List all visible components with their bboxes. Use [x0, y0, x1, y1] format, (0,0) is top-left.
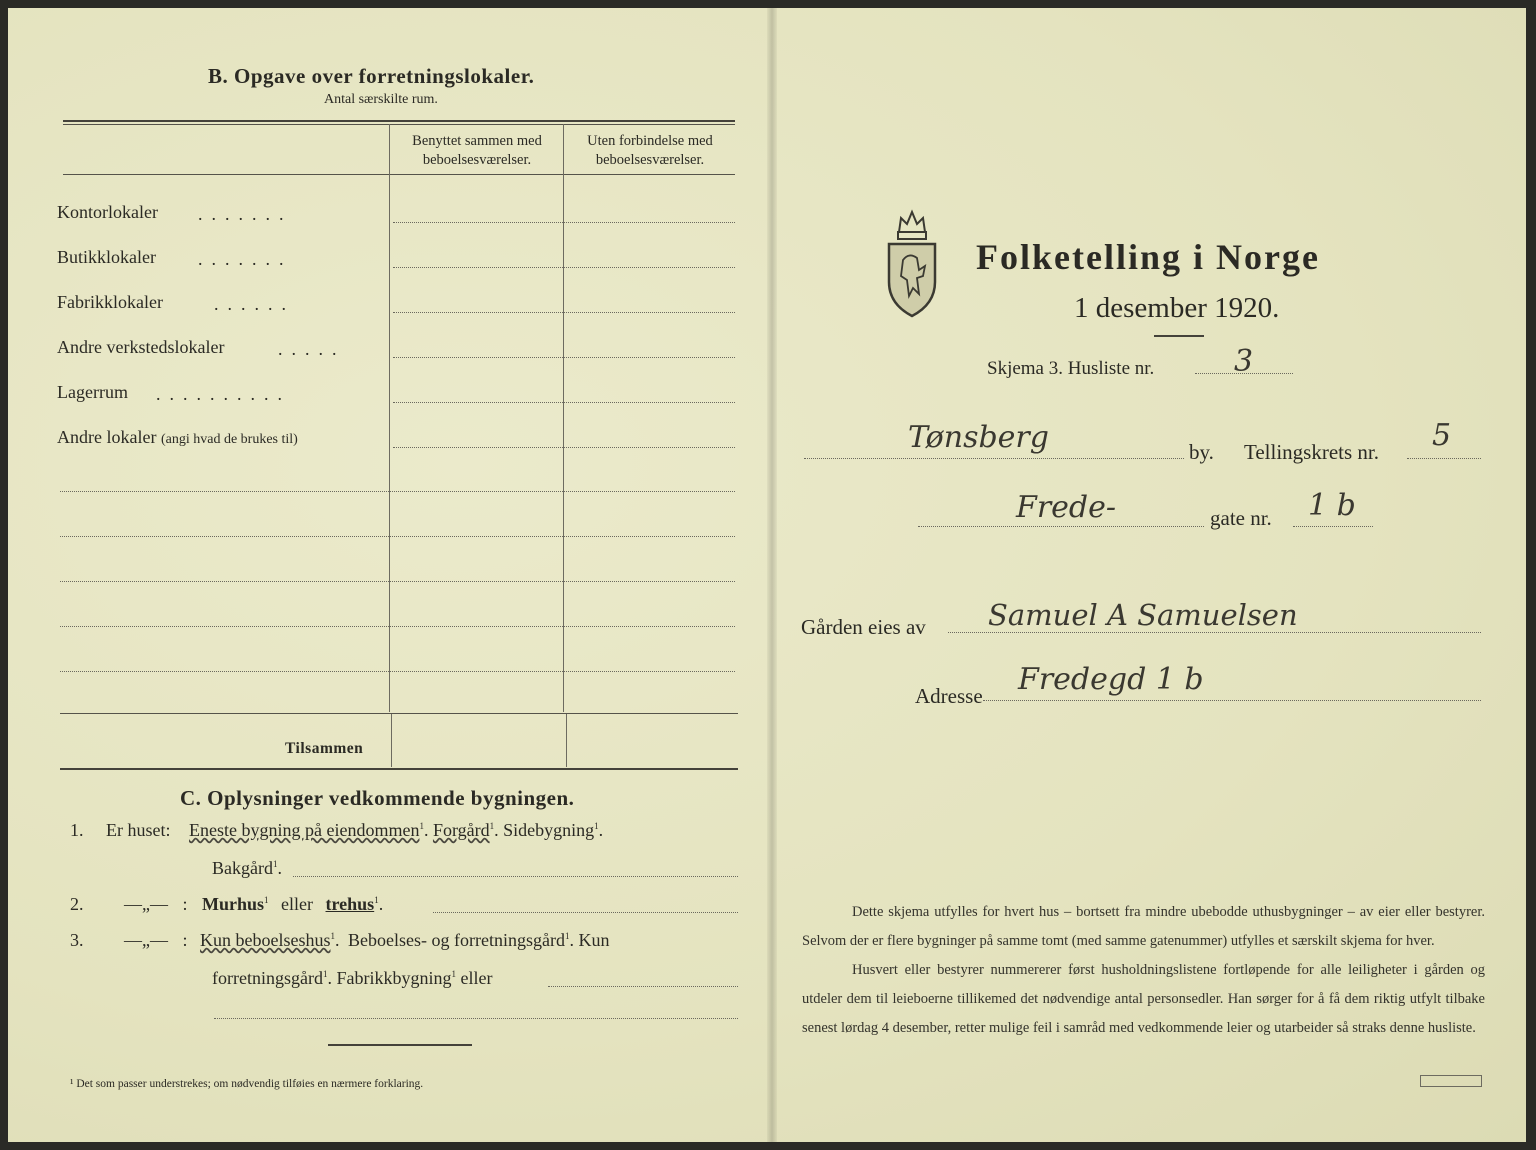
q3-option-forretningsgard[interactable]: forretningsgård: [212, 968, 323, 988]
q3-option-beboelses-og-forretningsgard[interactable]: Beboelses- og forretningsgård: [348, 930, 565, 950]
col2-header-line2: beboelsesværelser.: [595, 152, 705, 168]
col1-header-line1: Benyttet sammen med: [412, 133, 542, 149]
row-label-butikklokaler: Butikklokaler: [57, 247, 156, 267]
footnote-mark: 1: [594, 821, 599, 831]
q3-option-kun-beboelseshus[interactable]: Kun beboelseshus: [200, 930, 331, 950]
gate-number[interactable]: 1 b: [1308, 488, 1356, 523]
q1-option-forgard[interactable]: Forgård: [432, 820, 490, 840]
q2-number: 2.: [70, 894, 84, 914]
q3-number: 3.: [70, 930, 84, 950]
row-label-fabrikklokaler: Fabrikklokaler: [57, 292, 163, 312]
q3-option-fabrikkbygning[interactable]: Fabrikkbygning: [336, 968, 452, 988]
q3-option-kun[interactable]: Kun: [578, 930, 610, 950]
address-label: Adresse: [915, 684, 983, 708]
q1-option-eneste-bygning[interactable]: Eneste bygning på eiendommen: [189, 820, 420, 840]
question-1-cont: Bakgård$^1$.: [212, 858, 282, 878]
question-3-cont: forretningsgård$^1$. Fabrikkbygning$^1$ eller: [212, 968, 493, 988]
q2-eller: eller: [281, 894, 314, 914]
instructions-paragraph-1: Dette skjema utfylles for hvert hus – bortsett fra mindre ubebodde uthusbygninger – av eier eller bestyrer. Selvom der er flere bygninger på samme tomt (med samme gatenummer) utfylles et særskilt skjema for hver.: [802, 904, 1485, 949]
q1-number: 1.: [70, 820, 84, 840]
col2-header-line1: Uten forbindelse med: [587, 133, 713, 149]
footnote-mark: 1: [272, 859, 278, 869]
footnote-mark: 1: [322, 969, 328, 979]
section-b-subtitle: Antal særskilte rum.: [324, 92, 438, 107]
question-1: 1. Er huset: Eneste bygning på eiendommen$^1$. Forgård$^1$. Sidebygning$^1$.: [70, 820, 604, 840]
krets-label: Tellingskrets nr.: [1244, 440, 1380, 464]
census-date: 1 desember 1920.: [1074, 292, 1280, 324]
instructions-paragraph-2: Husvert eller bestyrer nummererer først husholdningslistene fortløpende for alle leiligheter i gården og utdeler dem til leieboerne tillikemed det nødvendige antal personsedler. Han sørger for å få dem riktig utfylt tilbake senest lørdag 4 desember, retter mulige feil i samråd med vedkommende leier og utarbeider så straks denne husliste.: [802, 962, 1485, 1036]
row-label-andre-lokaler: [57, 427, 298, 448]
row-dots: ..........: [156, 384, 291, 404]
andre-lokaler-note: (angi hvad de brukes til): [160, 432, 298, 447]
q3-ditto: —„—: [124, 930, 168, 950]
row-label-kontorlokaler: Kontorlokaler: [57, 202, 158, 222]
q2-option-murhus[interactable]: Murhus: [202, 894, 265, 914]
q3-eller: eller: [460, 968, 493, 988]
footnote: ¹ Det som passer understrekes; om nødvendig tilføies en nærmere forklaring.: [70, 1078, 424, 1090]
row-label-andre-verkstedslokaler: Andre verkstedslokaler: [57, 337, 225, 357]
col2-header: [565, 132, 735, 170]
total-label: Tilsammen: [285, 740, 364, 757]
row-dots: ......: [214, 294, 295, 314]
section-c-title: C. Oplysninger vedkommende bygningen.: [180, 786, 575, 810]
row-dots: .....: [278, 339, 346, 359]
question-3: 3. —„— : Kun beboelseshus$^1$. Beboelses- og forretningsgård$^1$. Kun: [70, 930, 610, 950]
gate-label: gate nr.: [1210, 506, 1272, 530]
address-value[interactable]: Fredegd 1 b: [1018, 662, 1204, 697]
col1-header-line2: beboelsesværelser.: [422, 152, 532, 168]
footnote-mark: 1: [264, 895, 269, 905]
husliste-number[interactable]: 3: [1234, 344, 1254, 379]
andre-lokaler-label: Andre lokaler: [57, 427, 157, 447]
owner-value[interactable]: Samuel A Samuelsen: [988, 598, 1298, 632]
by-label: by.: [1189, 440, 1214, 464]
footnote-mark: 1: [451, 969, 456, 979]
instructions: [802, 898, 1485, 1043]
question-2: 2. —„— : Murhus$^1$ eller trehus$^1$.: [70, 894, 384, 914]
footnote-mark: 1: [489, 821, 495, 831]
footnote-mark: 1: [419, 821, 424, 831]
gate-value[interactable]: Frede-: [1016, 490, 1117, 525]
skjema-label: Skjema 3. Husliste nr.: [987, 358, 1155, 379]
row-label-lagerrum: Lagerrum: [57, 382, 128, 402]
footnote-mark: 1: [330, 931, 335, 941]
footnote-mark: 1: [564, 931, 570, 941]
form-title: Folketelling i Norge: [976, 237, 1320, 277]
q2-option-trehus[interactable]: trehus: [325, 894, 375, 914]
q2-ditto: —„—: [124, 894, 168, 914]
q1-option-bakgard[interactable]: Bakgård: [212, 858, 273, 878]
by-value[interactable]: Tønsberg: [908, 420, 1049, 455]
footnote-mark: 1: [374, 895, 379, 905]
norwegian-coat-of-arms-icon: [881, 204, 943, 318]
owner-label: Gården eies av: [801, 615, 926, 639]
krets-value[interactable]: 5: [1432, 418, 1452, 453]
section-b-title: B. Opgave over forretningslokaler.: [208, 64, 535, 88]
row-dots: .......: [198, 249, 293, 269]
printer-stamp: [1420, 1075, 1482, 1087]
q1-lead: Er huset:: [106, 820, 171, 840]
page-fold: [767, 8, 777, 1142]
col1-header: [391, 132, 563, 170]
row-dots: .......: [198, 204, 293, 224]
census-form-sheet: [8, 8, 1526, 1142]
q1-option-sidebygning[interactable]: Sidebygning: [503, 820, 595, 840]
